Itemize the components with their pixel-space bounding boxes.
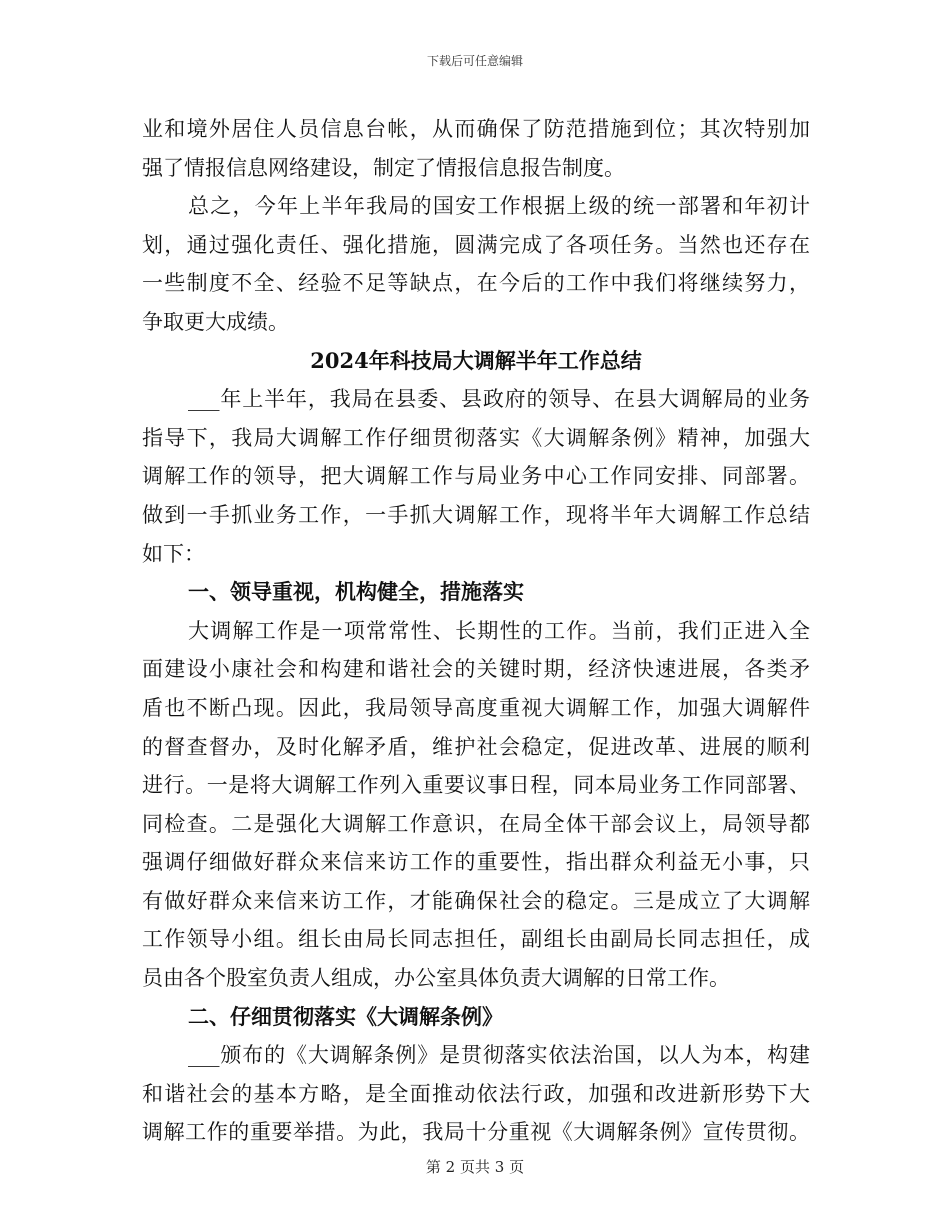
body-line: 做到一手抓业务工作，一手抓大调解工作，现将半年大调解工作总结 xyxy=(142,502,810,527)
body-line: ___年上半年，我局在县委、县政府的领导、在县大调解局的业务 xyxy=(188,387,810,412)
body-line: 进行。一是将大调解工作列入重要议事日程，同本局业务工作同部署、 xyxy=(142,773,810,798)
body-line: 争取更大成绩。 xyxy=(142,309,289,334)
body-line: 盾也不断凸现。因此，我局领导高度重视大调解工作，加强大调解件 xyxy=(142,695,810,720)
body-line: 大调解工作是一项常常性、长期性的工作。当前，我们正进入全 xyxy=(188,618,810,643)
body-line: 业和境外居住人员信息台帐，从而确保了防范措施到位；其次特别加 xyxy=(142,117,810,141)
body-line: 强调仔细做好群众来信来访工作的重要性，指出群众利益无小事，只 xyxy=(142,850,810,875)
page-header: 下载后可任意编辑 xyxy=(426,54,523,68)
page-number: 第 2 页共 3 页 xyxy=(425,1158,525,1176)
body-line: 面建设小康社会和构建和谐社会的关键时期，经济快速进展，各类矛 xyxy=(142,657,810,682)
body-line: 总之，今年上半年我局的国安工作根据上级的统一部署和年初计 xyxy=(188,194,810,219)
body-line: 工作领导小组。组长由局长同志担任，副组长由副局长同志担任，成 xyxy=(142,927,810,952)
body-line: 的督查督办，及时化解矛盾，维护社会稳定，促进改革、进展的顺利 xyxy=(142,734,810,759)
body-line: 划，通过强化责任、强化措施，圆满完成了各项任务。当然也还存在 xyxy=(142,232,810,257)
body-line: ___颁布的《大调解条例》是贯彻落实依法治国，以人为本，构建 xyxy=(188,1043,810,1068)
body-line: 调解工作的领导，把大调解工作与局业务中心工作同安排、同部署。 xyxy=(142,464,810,489)
body-line: 和谐社会的基本方略，是全面推动依法行政，加强和改进新形势下大 xyxy=(142,1081,810,1106)
body-line: 如下： xyxy=(142,541,205,566)
body-line: 指导下，我局大调解工作仔细贯彻落实《大调解条例》精神，加强大 xyxy=(142,425,810,450)
body-line: 有做好群众来信来访工作，才能确保社会的稳定。三是成立了大调解 xyxy=(142,888,810,913)
document-body xyxy=(142,110,810,1152)
section-heading: 二、仔细贯彻落实《大调解条例》 xyxy=(188,1003,503,1029)
document-title: 2024年科技局大调解半年工作总结 xyxy=(310,347,642,373)
body-line: 强了情报信息网络建设，制定了情报信息报告制度。 xyxy=(142,155,625,180)
body-line: 员由各个股室负责人组成，办公室具体负责大调解的日常工作。 xyxy=(142,966,730,991)
section-heading: 一、领导重视，机构健全，措施落实 xyxy=(188,579,524,605)
body-line: 一些制度不全、经验不足等缺点，在今后的工作中我们将继续努力， xyxy=(142,271,810,296)
body-line: 调解工作的重要举措。为此，我局十分重视《大调解条例》宣传贯彻。 xyxy=(142,1120,810,1145)
body-line: 同检查。二是强化大调解工作意识，在局全体干部会议上，局领导都 xyxy=(142,811,810,836)
